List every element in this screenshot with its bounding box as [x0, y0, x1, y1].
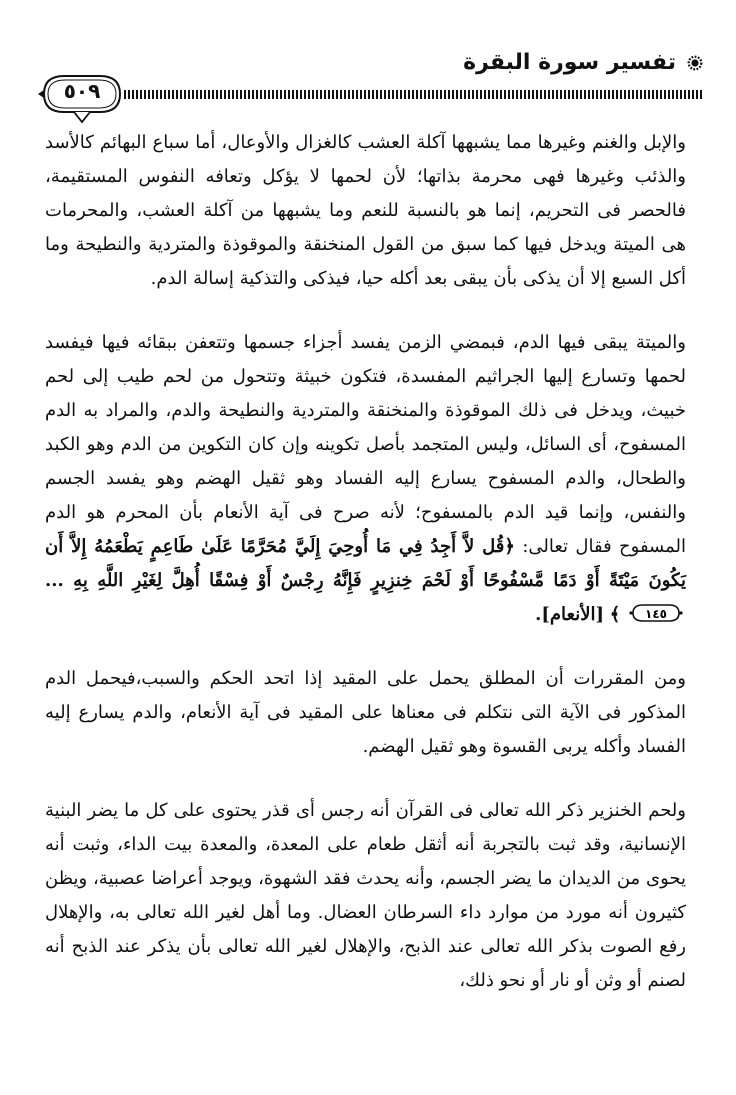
page-body: [45, 126, 686, 998]
paragraph: [45, 326, 686, 632]
quran-verse: ﴿قُل لاَّ أَجِدُ فِي مَا أُوحِيَ إِلَيَّ مُحَرَّمًا عَلَىٰ طَاعِمٍ يَطْعَمُهُ إِلاَّ أَن يَكُونَ مَيْتَةً أَوْ دَمًا مَّسْفُوحًا أَوْ لَحْمَ خِنزِيرٍ فَإِنَّهُ رِجْسٌ أَوْ فِسْقًا أُهِلَّ لِغَيْرِ اللَّهِ بِهِ ...: [45, 536, 686, 591]
flower-ornament-icon: [686, 54, 704, 72]
paragraph: ولحم الخنزير ذكر الله تعالى فى القرآن أنه رجس أى قذر يحتوى على كل ما يضر البنية الإنسانية، وقد ثبت بالتجربة أنه أثقل طعام على المعدة، والمعدة بيت الداء، وثبت أنه يحوى من الديدان ما يضر الجسم، وأنه يحدث فقد الشهوة، ويوجد أعراضا عصبية، ويظن كثيرون أنه مورد من موارد داء السرطان العضال. وما أهل لغير الله تعالى به، والإهلال رفع الصوت بذكر الله تعالى عند الذبح، والإهلال لغير الله تعالى بأن يذكر عند الذبح أنه لصنم أو وثن أو نار أو نحو ذلك،: [45, 800, 686, 991]
header-rule: [124, 90, 703, 99]
page-header: [0, 0, 736, 130]
verse-close-bracket: ﴾: [609, 604, 621, 625]
paragraph-text: والميتة يبقى فيها الدم، فبمضي الزمن يفسد أجزاء جسمها وتتعفن ببقائه فيها فيفسد لحمها وتسارع إليها الجراثيم المفسدة، فتكون خبيثة وتتحول من لحم طيب إلى لحم خبيث، ويدخل فى ذلك الموقوذة والمنخنقة والمتردية والنطيحة والدم، والمراد به الدم المسفوح، أى السائل، وليس المتجمد بأصل تكوينه وإن كان التكوين من الدم وهو الكبد والطحال، والدم المسفوح يسارع إليه الفساد وهو ثقيل الهضم وهو يفسد الجسم والنفس، وإنما قيد الدم بالمسفوح؛ لأنه صرح فى آية الأنعام بأن المحرم هو الدم المسفوح فقال تعالى:: [45, 332, 687, 557]
ayah-number-ornament-icon: [629, 602, 683, 624]
surah-title: تفسير سورة البقرة: [463, 50, 676, 75]
ayah-number: ١٤٥: [645, 607, 667, 621]
surah-citation: [الأنعام].: [535, 604, 604, 625]
page-number: ٥٠٩: [63, 79, 101, 103]
paragraph: ومن المقررات أن المطلق يحمل على المقيد إذا اتحد الحكم والسبب،فيحمل الدم المذكور فى الآية التى نتكلم فى معناها على المقيد فى آية الأنعام، والدم يسارع إليه الفساد وأكله يربى القسوة وهو ثقيل الهضم.: [45, 668, 686, 757]
paragraph: والإبل والغنم وغيرها مما يشبهها آكلة العشب كالغزال والأوعال، أما سباع البهائم كالأسد والذئب وغيرها فهى محرمة بذاتها؛ لأن لحمها لا يؤكل وتعافه النفوس المستقيمة، فالحصر فى التحريم، إنما هو بالنسبة للنعم وما يشبهها من آكلة العشب، والمحرمات هى الميتة ويدخل فيها كما سبق من القول المنخنقة والموقوذة والمتردية والنطيحة وما أكل السبع إلا أن يذكى بأن يبقى بعد أكله حيا، فيذكى والتذكية إسالة الدم.: [45, 132, 686, 289]
